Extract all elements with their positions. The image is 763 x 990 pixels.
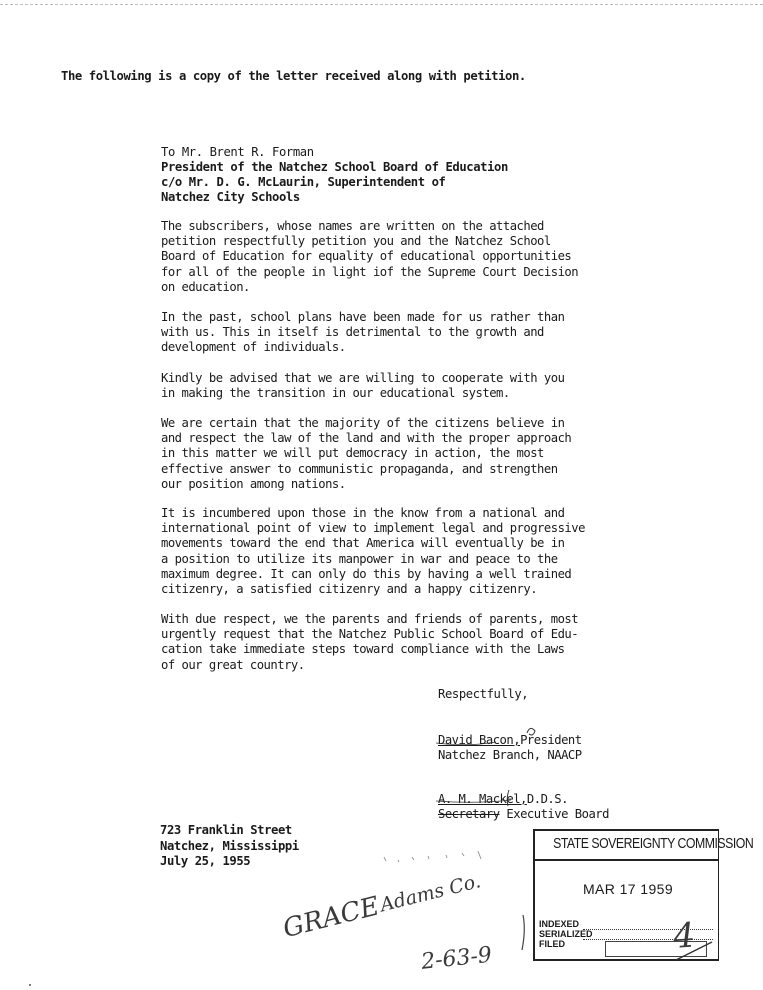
text-line: international point of view to implement legal and progressive xyxy=(161,521,585,536)
handwritten-stroke xyxy=(522,915,524,950)
signatory-role: Executive Board xyxy=(506,807,609,821)
stamp-filed-label: FILED xyxy=(539,939,565,949)
text-line: We are certain that the majority of the citizens believe in xyxy=(161,416,565,430)
faint-pencil-marks xyxy=(384,851,481,862)
text-line: of our great country. xyxy=(161,657,305,672)
text-line: for all of the people in light iof the Supreme Court Decision xyxy=(161,264,579,279)
signatory-credential: D.D.S. xyxy=(526,792,568,806)
stamp-serialized-label: SERIALIZED xyxy=(539,929,593,939)
handwritten-file-code: 2-63-9 xyxy=(420,942,494,975)
text-line: Board of Education for equality of educational opportunities xyxy=(161,249,572,264)
text-line: petition respectfully petition you and the Natchez School xyxy=(161,234,551,249)
sender-city: Natchez, Mississippi xyxy=(160,838,299,853)
text-line: The subscribers, whose names are written on the attached xyxy=(161,219,544,233)
closing-salutation: Respectfully, xyxy=(438,687,529,701)
text-line: urgently request that the Natchez Public School Board of Edu- xyxy=(161,627,579,642)
header-note: The following is a copy of the letter received along with petition. xyxy=(61,69,526,83)
text-line: on education. xyxy=(161,279,250,294)
text-line: maximum degree. It can only do this by having a well trained xyxy=(161,566,572,581)
recipient-line: Natchez City Schools xyxy=(161,190,300,204)
handwritten-stroke xyxy=(676,942,712,960)
recipient-line: President of the Natchez School Board of Education xyxy=(161,160,508,174)
text-line: Kindly be advised that we are willing to cooperate with you xyxy=(161,371,565,385)
signatory-title: President xyxy=(520,733,582,747)
handwritten-word: Adams Co. xyxy=(378,870,483,917)
signatory-organization: Natchez Branch, NAACP xyxy=(438,748,582,762)
text-line: With due respect, we the parents and friends of parents, most xyxy=(161,612,579,626)
handwritten-name: GRACE xyxy=(280,891,383,945)
signature-stroke xyxy=(436,742,496,745)
struck-title: Secretary xyxy=(438,807,500,821)
signature-stroke xyxy=(436,800,511,802)
text-line: development of individuals. xyxy=(161,340,346,355)
stamp-date: MAR 17 1959 xyxy=(583,881,674,897)
signatory-name: A. M. Mackel, xyxy=(438,792,527,806)
text-line: in making the transition in our educational system. xyxy=(161,386,510,401)
text-line: citizenry, a satisfied citizenry and a happy citizenry. xyxy=(161,582,538,597)
recipient-line: To Mr. Brent R. Forman xyxy=(161,145,314,159)
sender-street: 723 Franklin Street xyxy=(160,823,292,837)
text-line: our position among nations. xyxy=(161,476,346,491)
text-line: and respect the law of the land and with the proper approach xyxy=(161,431,572,446)
scan-speck xyxy=(29,984,31,986)
recipient-line: c/o Mr. D. G. McLaurin, Superintendent of xyxy=(161,175,446,189)
text-line: in this matter we will put democracy in action, the most xyxy=(161,446,544,461)
text-line: cation take immediate steps toward compliance with the Laws xyxy=(161,642,565,657)
text-line: It is incumbered upon those in the know from a national and xyxy=(161,506,565,520)
text-line: movements toward the end that America will eventually be in xyxy=(161,536,565,551)
signature-flourish xyxy=(507,790,509,806)
signatory-name: David Bacon, xyxy=(438,733,521,747)
handwritten-box-number: 4 xyxy=(672,915,697,957)
text-line: In the past, school plans have been made for us rather than xyxy=(161,310,565,324)
text-line: a position to utilize its manpower in war and peace to the xyxy=(161,551,558,566)
text-line: effective answer to communistic propaganda, and strengthen xyxy=(161,461,558,476)
signature-flourish xyxy=(527,728,535,735)
text-line: with us. This in itself is detrimental to the growth and xyxy=(161,325,544,340)
letter-date: July 25, 1955 xyxy=(160,854,251,868)
stamp-title: STATE SOVEREIGNTY COMMISSION xyxy=(553,835,754,852)
stamp-indexed-label: INDEXED xyxy=(539,919,580,929)
